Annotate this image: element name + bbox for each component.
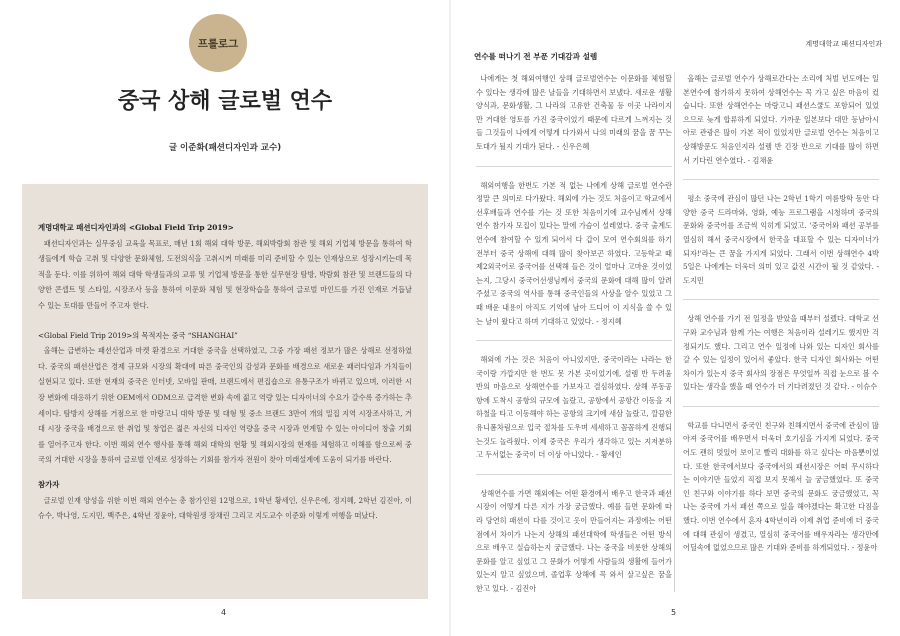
- overview-box: [22, 184, 428, 599]
- department-header: 계명대학교 패션디자인과: [805, 40, 882, 48]
- testimonial: 평소 중국에 관심이 많던 나는 2학년 1학기 여름방학 동안 다양한 중국 드라마와, 영화, 예능 프로그램을 시청하며 중국의 문화와 중국어를 조금씩 익히게 되었고. '중국어와 패션 공부를 열심히 해서 중국시장에서 한국을 대표할 수 있는 디자이너가 되자!'라는 큰 꿈을 가지게 되었다. 그래서 이번 상해연수 4박 5일은 나에게는 더욱더 의미 있고 값진 시간이 될 것 같았다. - 도지민: [683, 192, 879, 300]
- box-body: 올해는 급변하는 패션산업과 마켓 환경으로 거대한 중국을 선택하였고, 그중 가장 패션 정보가 많은 상해로 선정하였다. 중국의 패션산업은 경제 규모와 시장의 확대에 따른 중국인의 감성과 문화를 배경으로 새로운 패러다임과 가치들이 실현되고 있다. 또한 현재의 중국은 인터넷, 모바일 판매, 브랜드에서 편집숍으로 유통구조가 바뀌고 있으며, 이러한 시장 변화에 대응하기 위한 OEM에서 ODM으로 급격한 변화 속에 젊고 역량 있는 디자이너의 수요가 갈수록 증가하는 추세이다. 탐방지 상해를 거점으로 한 마랑고니 대학 방문 및 대형 및 중소 브랜드 3만여 개의 밀집 지역 시장조사하고, 거대 시장 중국을 배경으로 한 취업 및 창업은 젊은 자신의 디자인 역량을 중국 시장과 연계할 수 있는 아이디어 창출 기회를 열어주고자 한다. 이번 해외 연수 행사를 통해 해외 대학의 현황 및 해외시장의 현재를 체험하고 이해를 함으로써 중국의 거대한 시장을 통하여 글로벌 인재로 성장하는 기회를 참가자 전원이 찾아 미래설계에 도움이 되기를 바란다.: [38, 346, 412, 465]
- testimonials-column-right: [683, 72, 879, 579]
- testimonials-column-left: [476, 72, 672, 620]
- box-heading: 계명대학교 패션디자인과의 <Global Field Trip 2019>: [38, 223, 234, 232]
- participants-text: 글로벌 인재 양성을 위한 이번 해외 연수는 총 참가인원 12명으로, 1학년 황세인, 신우은에, 정지혜, 2학년 김진아, 이슈수, 박나영, 도지민, 백주은, 4학년 정윤아, 대학원생 장채린 그리고 지도교수 이준화 이렇게 여행을 떠났다.: [38, 495, 412, 521]
- prologue-badge-label: 프롤로그: [197, 37, 239, 50]
- section-title: 연수를 떠나기 전 부푼 기대감과 설렘: [474, 52, 598, 61]
- page-title: 중국 상해 글로벌 연수: [117, 89, 333, 114]
- testimonial: 나에게는 첫 해외여행인 상해 글로벌연수는 이문화를 체험할 수 있다는 생각에 많은 날들을 기대하면서 보냈다. 새로운 생활양식과, 문화생활, 그 나라의 고유한 건축물 등 이곳 나라이지만 거대한 영토를 가진 중국이었기 때문에 다르게 느껴지는 것들 그것들이 나에게 어떻게 다가와서 나의 미래의 꿈을 꿈 꾸는 토대가 될지 기대가 된다. - 신우은혜: [476, 72, 672, 167]
- testimonial: 해외에 가는 것은 처음이 아니었지만, 중국이라는 나라는 한국이랑 가깝지만 한 번도 못 가본 곳이었기에, 설렘 반 두려움 반의 마음으로 상해연수를 가보자고 결심하였다. 상해 푸동공항에 도착시 공항의 규모에 놀랐고, 공항에서 공항간 이동을 지하철을 타고 이동해야 하는 공항의 크기에 새삼 놀랐고, 깔끔한 유니폼차림으로 입국 절차를 도우며 세세하고 꼼꼼하게 진행되는것도 놀라웠다. 이제 중국은 우리가 생각하고 있는 지저분하고 두서없는 중국이 더 이상 아니었다. - 황세인: [476, 353, 672, 475]
- column-divider: [674, 72, 675, 592]
- testimonial: 학교를 다니면서 중국인 친구와 친해지면서 중국에 관심이 많아져 중국어를 배우면서 더욱더 호기심을 가지게 되었다. 중국어도 괜히 멋있어 보이고 빨리 대화를 하고 싶다는 마음뿐이었다. 또한 한국에서보다 중국에서의 패션시장은 어떠 무시하다는 이야기만 들었지 직접 보지 못해서 늘 궁금했었다. 또 중국인 친구와 이야기를 하다 보면 중국의 문화도 궁금했었고, 꼭 나는 중국에 가서 패션 쪽으로 일을 해야겠다는 확고한 다짐을 했다. 이번 연수에서 혼자 4학년이라 이제 취업 준비에 더 중국에 대해 관심이 생겼고, 열심히 중국어를 배우자라는 생각만에 어딜속에 없었으므로 많은 기대와 준비를 하게되었다. - 정윤아: [683, 420, 879, 553]
- testimonial: 해외여행을 한번도 가본 적 없는 나에게 상해 글로벌 연수란 정말 큰 의미로 다가왔다. 해외에 가는 것도 처음이고 학교에서 선후배들과 연수를 가는 것 또한 처음이기에 교수님께서 상해연수 참가자 모집이 있다는 말에 가슴이 설레였다. 중국 출계도 연수에 참여할 수 있게 되어서 다 갑이 모여 연수회의를 하기 전부터 중국 상해에 대해 많이 찾아보곤 하였다. 고등학교 때 제2외국어로 중국어를 선택해 들은 것이 얼마나 고마운 것이었는지, 그당시 중국어선생님께서 중국의 문화에 대해 많이 알려주셨고 중국의 역사를 통해 중국인들의 사상을 알수 있었고 그때 배운 내용이 아직도 기억에 남아 드디어 이 지식을 쓸 수 있는 날이 왔다고 하며 기대하고 있었다. - 정지혜: [476, 179, 672, 342]
- box-intro: 패션디자인과는 실무중심 교육을 목표로, 매년 1회 해외 대학 방문, 해외박람회 참관 및 해외 기업체 방문을 통하여 학생들에게 학습 고취 및 다양한 문화체험, 도전의식을 고취시켜 미래를 미리 준비할 수 있는 인재상으로 성장시키는데 목적을 둔다. 이를 위하여 해외 대학 학생들과의 교류 및 기업체 방문을 통한 실무현장 탐방, 박람회 참관 및 브랜드들의 다양한 콘셉트 및 스타일, 시장조사 등을 통하여 이문화 체험 및 현장학습을 통하여 글로벌 마인드를 가진 인재로 거듭날 수 있는 토대를 만들어 주고자 한다.: [38, 238, 412, 310]
- testimonial: 상해연수를 가면 해외에는 어떤 환경에서 배우고 한국과 패션시장이 어떻게 다른 지가 가장 궁금했다. 예를 들면 문화에 따라 당연히 패션이 다를 것이고 옷이 만들어지는 과정에는 어떤 점에서 차이가 나는지 상해의 패션대학에 학생들은 어떤 방식으로 배우고 실습하는지 궁금했다. 나는 중국을 비롯한 상해의 문화를 알고 싶었고 그 문화가 어떻게 사람들의 생활에 들어가 있는지 알고 싶었으며, 졸업후 상해에 꼭 와서 살고싶은 꿈을 한고 있다. - 김진아: [476, 488, 672, 593]
- testimonial: 상해 연수를 가기 전 일정을 받았을 때부터 설렜다. 대학교 선구와 교수님과 함께 가는 여행은 처음이라 설레기도 했지만 걱정되기도 했다. 그리고 연수 일정에 나와 있는 디자인 회사를 갈 수 있는 일정이 있어서 좋았다. 한국 디자인 회사와는 어떤 차이가 있는지 중국 회사의 장점은 무엇일까 직접 눈으로 볼 수 있다는 생각을 했을 때 연수가 더 기다려졌던 것 같다. - 이슈수: [683, 312, 879, 407]
- page-number-left: 4: [221, 608, 227, 617]
- page-number-right: 5: [671, 608, 677, 617]
- box-subheading: <Global Field Trip 2019>의 목적지는 중국 “SHANGHAI”: [38, 330, 238, 340]
- prologue-badge: [189, 14, 247, 72]
- participants-heading: 참가자: [38, 479, 60, 489]
- testimonial: 올해는 글로벌 연수가 상해로간다는 소리에 처벌 년도에는 일본연수에 참가하지 못하여 상해연수는 꼭 가고 싶은 마음이 컸습니다. 또한 상해연수는 마랑고니 패션스쿨도 포함되어 있었으므로 늦게 합류하게 되었다. 가까운 일본보다 대만 등남아시아로 관광은 많이 가본 적이 있었지만 글로벌 연수는 처음이고 상해방문도 처음인지라 설렘 반 긴장 반으로 기대를 많이 하면서 기다린 연수였다. - 김채윤: [683, 72, 879, 180]
- author-byline: 글 이준화(패션디자인과 교수): [168, 143, 282, 153]
